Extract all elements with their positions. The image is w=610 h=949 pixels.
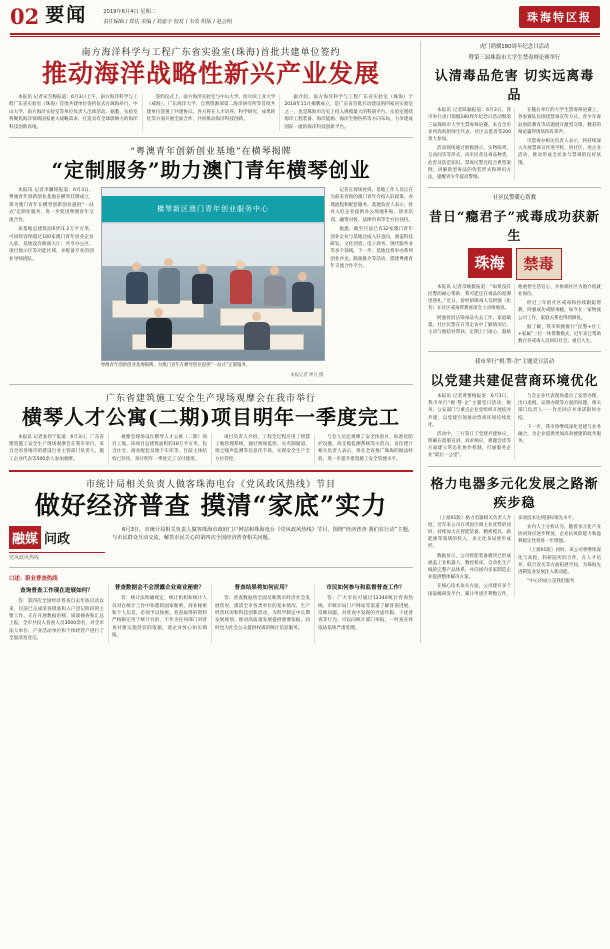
issue-date: 2019年6月4日 星期二 [103,9,156,15]
lead-body [9,94,413,131]
paragraph: 本报讯 记者陈颖报道：6月3日，我市举行虎门销烟180周年纪念日活动暨第三届珠海市大学生禁毒辩论赛，来自全市多所高校的师生代表、社区志愿者等200余人参加。 [428,108,511,143]
paragraph: 本报讯 记者佘映薇报道：“如果没有民警的耐心帮助，我可能还在毒品的泥潭里挣扎。”近日，曾经的吸毒人员阿强（化名）在社区戒毒帮教座谈会上动情地说。 [428,284,511,312]
divider [9,137,413,138]
paragraph: 与会人员还观摩了安全体验区、标准化防护设施、高支模监测系统等示范点。省住建厅相关负责人表示，将在全省推广珠海的做法经验，进一步提升建筑施工安全管理水平。 [318,434,413,462]
media-logo-block [9,526,105,561]
r1-body [428,107,601,181]
page-number: 02 [10,4,40,29]
r2-headline: 昔日“瘾君子”戒毒成功获新生 [429,209,600,244]
divider [9,384,413,385]
story2-headline: “定制服务”助力澳门青年横琴创业 [51,157,371,182]
story-gree-diversification [428,473,601,598]
story3-body [9,434,413,466]
media-logo-sub: 党风政风热线 [9,552,105,561]
qa-item [112,584,207,640]
paragraph: 阿强曾因沾染毒品失去工作、家庭破裂。社区民警在日常走访中了解情况后，主动与他结对帮扶，定期上门谈心，鼓励他重拾生活信心，并协调社区为他介绍就业岗位。 [428,284,601,335]
divider-red [9,470,413,472]
photo-credit: 本报记者 钟凡 摄 [290,372,324,378]
story4-qa-body [9,584,413,643]
r2-shoulder: 社区民警暖心帮教 [492,195,537,202]
r3-shoulder: 我市举行“税·警·企”主题党日活动 [474,359,555,366]
story-economic-census [9,477,413,642]
story3-shoulder: 广东省建筑施工安全生产现场观摩会在我市举行 [105,393,316,404]
story2-col-right [330,187,413,378]
story2-photo-wrap [101,187,324,378]
qa-item [9,587,104,643]
qa-answer: 答：统计法明确规定，统计机构和统计人员对在统计工作中知悉的国家秘密、商业秘密和个人信息，必须予以保密。普查取得的资料严格限定用于统计目的，不作为任何部门对普查对象实施处罚的依据，请企业放心如实填报。 [112,596,207,639]
qa-question: 普查结果将如何应用？ [234,585,291,592]
newspaper-name: 珠海特区报 [519,6,600,28]
lead-story [9,45,413,131]
story2-col-left [9,187,94,378]
r3-body [428,393,601,460]
story-macau-youth [9,144,413,378]
qa-section-title: 口述：职业普查热线 [9,576,58,583]
stamp-zhuhai: 珠海 [468,248,512,278]
paragraph: 6月3日，市统计局相关负责人做客珠海市政府门户网站和珠海电台《党风政风热线》节目，围绕“经济普查 我们在行动”主题，与市民群众互动交流，解答市民关心的第四次全国经济普查相关问题。 [112,527,413,542]
story2-photo [101,187,326,361]
story4-headline: 做好经济普查 摸清“家底”实力 [34,491,388,521]
r1-headline: 认清毒品危害 切实远离毒品 [434,69,595,104]
paragraph: 据了解，我市积极推行“民警+社工+家属”三位一体帮教模式，近年来已帮助数百名戒毒人员回归社会、重启人生。 [518,324,601,345]
r3-headline: 以党建共建促营商环境优化 [430,373,599,389]
paragraph: （上接01版）同时，该公司将继续深化与高校、科研院所的合作，在人才培养、联合攻关等方面拓展空间，为珠海先进制造业发展注入新动能。 [518,548,601,575]
story2-shoulder: “粤澳青年创新创业基地”在横琴揭牌 [130,146,292,157]
qa-question: 市民如何参与和监督普查工作？ [326,585,405,592]
paragraph: 据介绍，南方海洋科学与工程广东省实验室（珠海）于2018年11月揭牌成立，是广东省首批启动建设的四家省实验室之一，也是珠海市历史上投入规模最大的科研平台。实验室围绕海洋工程装备、海洋能源、海洋生物医药等方向布局，力争建成国际一流的海洋科技创新平台。 [284,94,413,130]
lead-shoulder: 南方海洋科学与工程广东省实验室(珠海)首批共建单位签约 [81,48,341,58]
lead-headline: 推动海洋战略性新兴产业发展 [41,59,380,88]
r4-headline: 格力电器多元化发展之路渐疾步稳 [430,476,599,511]
right-column [420,41,601,643]
qa-answer: 答：第四次全国经济普查自去年底启动以来，目前已完成清查摸底和入户登记阶段的主要工作，正在开展数据审核、质量抽查和汇总上报。全市共投入普查人员3000余名，对全市法人单位、产业活动单位和个体经营户进行了全面清查登记。 [9,599,104,642]
paragraph: 本报讯 记者李灏铭报道：6月3日，粤澳青年创新创业基地在横琴挂牌成立，将为澳门青年在横琴创新创业提供“一站式”定制化服务，进一步促进粤澳青年交流合作。 [9,187,94,223]
paragraph: 观摩会现场设在横琴人才公寓（二期）项目工地。该项目总建筑面积约18万平方米，包含住宅、商业配套及地下车库等，目前主体结构已封顶，预计明年一季度完工交付使用。 [112,434,207,462]
divider [428,351,601,352]
paragraph: 数据显示，公司智能装备板块已形成涵盖工业机器人、数控机床、自动化生产线的完整产品体系，并向国内多家制造企业提供整体解决方案。 [428,553,511,581]
qa-question: 普查数据会不会泄露企业商业秘密？ [114,585,205,592]
divider [428,187,601,188]
masthead-meta [103,6,232,28]
r4-body [428,515,601,598]
qa-question: 查询普查工作现在进展如何？ [20,588,93,595]
masthead-rule-thin [10,36,600,37]
paragraph: 记者在现场看到，基地工作人员正在为前来咨询的澳门青年介绍入驻政策、办理流程和配套服务。基地负责人表示，将对入驻企业提供办公场地补贴、创业培训、融资对接、法律咨询等全方位扶持。 [330,187,414,223]
left-column [9,41,413,643]
story-party-building [428,358,601,459]
qa-answer: 答：普查数据将全面反映我市经济社会发展状况，摸清全市各类单位的基本情况、生产经营状况和科技创新活动，为科学制定中长期发展规划、推动高质量发展提供重要依据，同时也为社会公众提供权威的统计信息服务。 [215,596,310,631]
paragraph: “中心的成立是我们服务 [527,579,575,585]
paragraph: 该基地总建筑面积约1.2万平方米，可同时容纳超过100家澳门青年创业企业入驻。基地设有路演大厅、共享办公区、项目展示区等功能区域，并配备专业的创业导师团队。 [9,227,94,262]
divider [9,567,413,568]
paragraph: 业内人士分析认为，随着多元化产业协同效应逐步释放，企业抗风险能力和盈利稳定性将进一步增强。 [518,524,601,545]
paragraph: 活动中，三方签订了党建共建协议，明确在政策宣讲、诉求响应、难题会诊等方面建立常态化协作机制，打通服务企业“最后一公里”。 [428,431,511,459]
zhuhai-antidrug-stamp [428,248,601,280]
paragraph: 经过三年的社区戒毒和持续跟踪帮教，阿强成功戒断毒瘾，如今在一家物流公司工作，家庭关系也得到修复。 [518,301,601,321]
masthead [0,0,610,30]
story4-shoulder: 市统计局相关负责人做客珠海电台《党风政风热线》节目 [85,480,336,491]
story-anti-drug-debate [428,43,601,181]
paragraph: 市禁毒办相关负责人表示，将持续深入开展禁毒宣传进学校、进社区、进企业活动，推动形成全民参与禁毒的良好氛围。 [518,139,601,166]
paragraph: 本报讯 记者张伟宁报道：6月3日，广东省建筑施工安全生产现场观摩会在我市举行，来自全省各地市的建设行业主管部门负责人、施工企业代表等500余人参加观摩。 [9,434,104,462]
paragraph: 与会企业代表现场提出了发票办理、出口退税、证照办理等方面的问题，相关部门负责人一一作出回应并承诺限时办结。 [518,393,601,421]
masthead-rule [10,33,600,35]
story-drug-rehab [428,194,601,345]
paragraph: 在核心技术攻关方面，公司建有多个国家级研发平台，累计申请专利数万件，多项技术达到国际领先水平。 [428,515,577,597]
paragraph: 本报讯 记者黄要梅报道：6月3日，我市举行“税·警·企”主题党日活动，税务、公安部门与重点企业党组织开展结对共建，以党建引领推动营商环境持续优化。 [428,393,511,428]
paragraph: 签约仪式上，南方海洋实验室与中山大学、哈尔滨工业大学（威海）、广东海洋大学、自然资源部第二海洋研究所等首批共建单位签署了共建协议。各方将在人才培养、科学研究、成果转化等方面开展全面合作，共同推动海洋科技创新。 [146,94,276,123]
story-talent-apartment [9,391,413,466]
section-title: 要闻 [45,4,88,26]
media-logo-red: 融媒 [9,526,41,549]
paragraph: 项目负责人介绍，工程全过程应用了智慧工地管理系统，通过视频监控、实名制通道、扬尘噪声监测等信息化手段，实现安全生产全方位管控。 [215,434,310,462]
paragraph: 据悉，截至目前已有32家澳门青年创业企业与基地达成入驻意向，涵盖科技研发、文化创意、电子商务、现代服务业等多个领域。下一步，基地还将举办系列创业沙龙、路演推介等活动，搭建粤澳青年交流合作平台。 [330,227,414,270]
qa-item [215,584,310,632]
r1-shoulder2: 暨第三届珠海市大学生禁毒辩论赛举行 [468,54,561,61]
editor-credits: 责任编辑 / 郑估 美编 / 刘嘉宇 校对 / 韦荧 组版 / 赵会明 [103,18,233,25]
paragraph: （上接01版）格力电器相关负责人介绍，近年来公司在巩固空调主业优势的同时，持续加大在智能装备、精密模具、新能源等领域的投入，多元化布局逐步成形。 [428,515,511,550]
stamp-antidrug: 禁毒 [516,248,562,280]
r2-body [428,284,601,346]
photo-caption: 粤澳青年创新创业基地揭牌，为澳门青年在横琴创业提供“一站式”定制服务。 [100,362,251,368]
qa-answer: 答：广大市民可通过12340统计咨询热线、市统计局门户网站等渠道了解普查进展、反映问题。对普查中发现的弄虚作假、干扰普查等行为，可以向统计部门举报，一经查实将依法依规严肃处理。 [318,596,413,631]
r1-shoulder1: 虎门销烟180周年纪念日活动 [479,44,550,50]
paragraph: 下一步，我市将继续深化党建与业务融合，为企业提供更加高效便捷的政务服务。 [518,424,601,445]
photo-banner-text: 横琴新区澳门青年创业服务中心 [101,196,326,222]
paragraph: 活动现场通过展板展示、实物陈列、互动问答等形式，向市民普及毒品种类、危害及防范知识。禁毒民警还结合典型案例，讲解新型毒品的伪装形式和辨识方法，提醒青少年提高警惕。 [428,146,511,180]
masthead-brand [519,6,600,28]
paragraph: 在随后举行的大学生禁毒辩论赛上，各参赛队伍围绕禁毒宣传方式、青少年毒品预防教育等话题展开激烈交锋，精彩的辩论赢得现场阵阵掌声。 [518,108,601,135]
story3-headline: 横琴人才公寓(二期)项目明年一季度完工 [22,404,400,429]
divider [428,466,601,467]
qa-item [318,584,413,632]
paragraph: 本报讯 记者宋雪梅报道：6月3日上午，南方海洋科学与工程广东省实验室（珠海）首批共建单位签约仪式在珠海举行，中山大学、南方海洋实验室等单位负责人出席活动。据悉，实验室将聚焦海洋领域国家重大战略需求，打造具有全球影响力的海洋科技创新高地。 [9,94,138,130]
story4-lead [112,526,413,546]
media-logo-dark: 问政 [44,532,71,548]
